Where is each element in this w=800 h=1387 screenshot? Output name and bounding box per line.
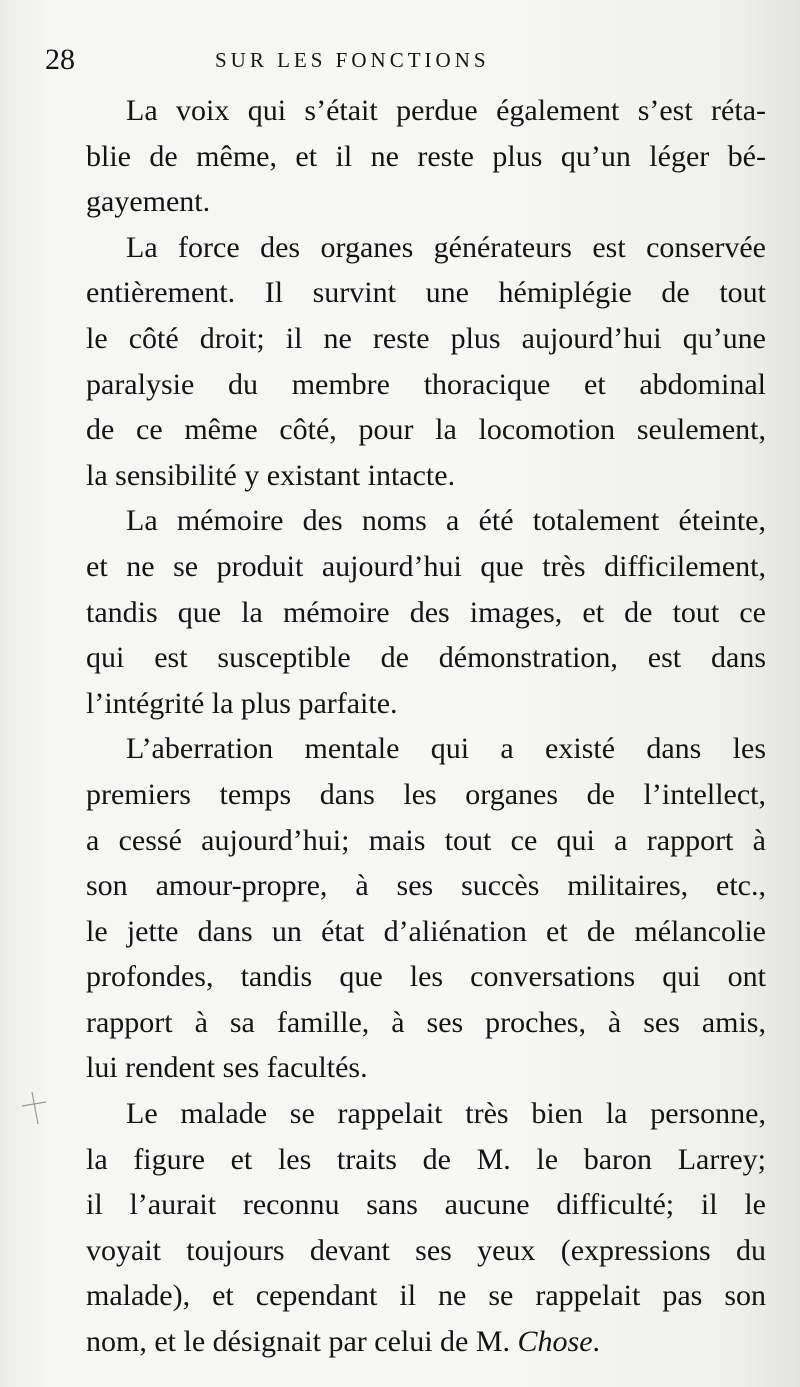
text-line: premiers temps dans les organes de l’intellect, (86, 777, 766, 811)
margin-cross-mark (18, 1088, 48, 1128)
text-line: le jette dans un état d’aliénation et de mélancolie (86, 914, 766, 948)
text-line: la figure et les traits de M. le baron Larrey; (86, 1142, 766, 1176)
text-line: lui rendent ses facultés. (86, 1051, 368, 1085)
text-line: il l’aurait reconnu sans aucune difficulté; il le (86, 1188, 766, 1222)
text-line: son amour-propre, à ses succès militaires, etc., (86, 869, 766, 903)
text-line (46, 1319, 766, 1365)
text-line: La mémoire des noms a été totalement éteinte, (126, 504, 766, 538)
page-header (45, 40, 765, 80)
paragraph-memory (46, 498, 766, 726)
text-run: nom, et le désignait par celui de M. (86, 1325, 518, 1359)
text-line: gayement. (86, 185, 211, 219)
paragraph-organs (46, 225, 766, 499)
text-line: le côté droit; il ne reste plus aujourd’hui qu’une (86, 321, 766, 355)
body-text (46, 88, 766, 1365)
text-line: qui est susceptible de démonstration, est dans (86, 641, 766, 675)
text-line: de ce même côté, pour la locomotion seulement, (86, 413, 766, 447)
text-line: La voix qui s’était perdue également s’est réta- (126, 94, 766, 127)
text-line: et ne se produit aujourd’hui que très difficilement, (86, 549, 766, 583)
italic-word: Chose (517, 1325, 593, 1359)
text-line: La force des organes générateurs est conservée (126, 230, 766, 264)
text-line: tandis que la mémoire des images, et de tout ce (86, 595, 766, 629)
page-number: 28 (45, 43, 75, 76)
text-line: voyait toujours devant ses yeux (expressions du (86, 1233, 766, 1267)
text-line: entièrement. Il survint une hémiplégie de tout (86, 276, 766, 310)
paragraph-patient (46, 1091, 766, 1365)
text-line: paralysie du membre thoracique et abdominal (86, 367, 766, 401)
running-head: SUR LES FONCTIONS (215, 48, 490, 72)
text-run: . (592, 1325, 601, 1359)
paragraph-voice (46, 88, 766, 225)
text-line: a cessé aujourd’hui; mais tout ce qui a rapport à (86, 823, 766, 857)
text-line: blie de même, et il ne reste plus qu’un léger bé- (86, 139, 766, 173)
text-line: malade), et cependant il ne se rappelait pas son (86, 1279, 766, 1313)
paragraph-aberration (46, 726, 766, 1091)
text-line: profondes, tandis que les conversations qui ont (86, 960, 766, 994)
text-line: Le malade se rappelait très bien la personne, (126, 1097, 766, 1131)
text-line: l’intégrité la plus parfaite. (86, 686, 398, 720)
text-line: la sensibilité y existant intacte. (86, 458, 456, 492)
text-line: rapport à sa famille, à ses proches, à ses amis, (86, 1005, 766, 1039)
text-line: L’aberration mentale qui a existé dans les (126, 732, 766, 766)
